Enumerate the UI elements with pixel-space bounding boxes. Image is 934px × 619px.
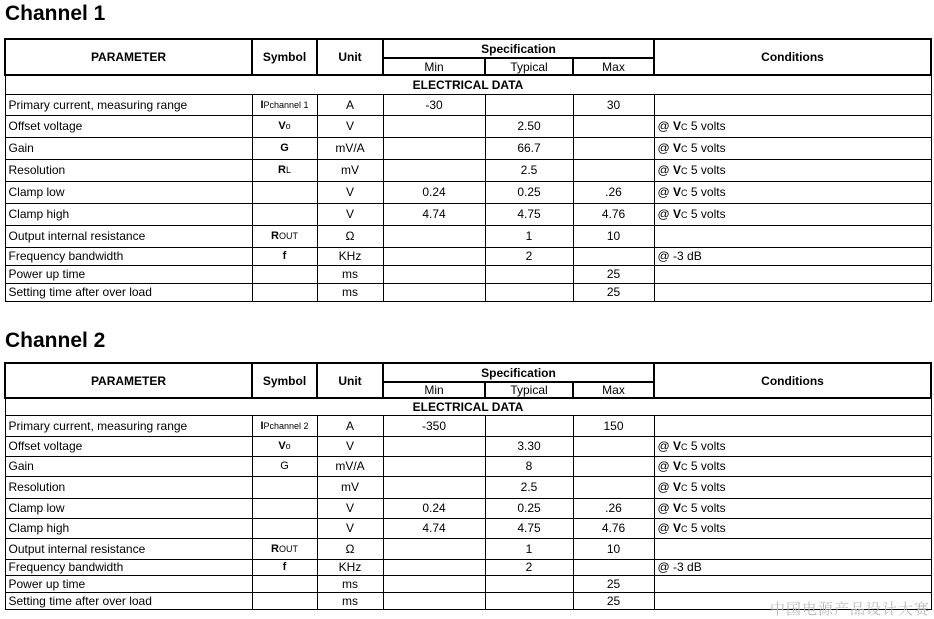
unit-cell: KHz [317,559,383,575]
min-header: Min [383,382,485,398]
conditions-cell: @ -3 dB [654,559,931,575]
symbol-cell [252,181,317,203]
channel-1-title: Channel 1 [5,2,106,25]
min-cell: 0.24 [383,181,485,203]
symbol-cell: G [252,137,317,159]
max-cell: 25 [573,575,654,592]
symbol-cell: ROUT [252,538,317,559]
conditions-cell [654,265,931,283]
specification-header: Specification [383,39,654,58]
symbol-header: Symbol [252,363,317,398]
table-row [5,203,931,225]
unit-cell: V [317,518,383,538]
param-cell: Gain [5,456,252,476]
conditions-header: Conditions [654,39,931,75]
min-cell: -350 [383,415,485,436]
typ-cell [485,283,573,301]
unit-cell: V [317,436,383,456]
min-cell: 4.74 [383,518,485,538]
max-cell [573,247,654,265]
table-row [5,137,931,159]
min-cell [383,476,485,498]
min-cell [383,159,485,181]
electrical-data-band: ELECTRICAL DATA [5,75,931,94]
param-cell: Resolution [5,159,252,181]
conditions-cell [654,225,931,247]
min-cell [383,247,485,265]
max-header: Max [573,58,654,75]
min-cell [383,575,485,592]
unit-cell: ms [317,592,383,609]
param-cell: Primary current, measuring range [5,415,252,436]
conditions-cell: @ VC 5 volts [654,115,931,137]
symbol-header: Symbol [252,39,317,75]
symbol-cell [252,592,317,609]
channel-2-title: Channel 2 [5,329,106,352]
max-cell [573,159,654,181]
conditions-cell [654,538,931,559]
max-cell [573,456,654,476]
typ-cell: 2 [485,559,573,575]
min-cell: 0.24 [383,498,485,518]
typ-cell: 0.25 [485,181,573,203]
channel-2-spec-table [4,362,932,610]
unit-cell: ms [317,265,383,283]
min-cell [383,115,485,137]
typ-cell: 8 [485,456,573,476]
unit-cell: ms [317,575,383,592]
unit-cell: Ω [317,225,383,247]
unit-header: Unit [317,363,383,398]
conditions-cell [654,283,931,301]
unit-cell: mV [317,159,383,181]
unit-cell: Ω [317,538,383,559]
unit-cell: KHz [317,247,383,265]
max-cell: 4.76 [573,203,654,225]
table-row [5,283,931,301]
conditions-cell: @ -3 dB [654,247,931,265]
channel-1-spec-table [4,38,932,302]
max-cell: .26 [573,181,654,203]
table-row [5,159,931,181]
param-cell: Resolution [5,476,252,498]
conditions-cell: @ VC 5 volts [654,137,931,159]
unit-cell: V [317,203,383,225]
typ-cell: 0.25 [485,498,573,518]
max-cell: 25 [573,592,654,609]
specification-header: Specification [383,363,654,382]
min-header: Min [383,58,485,75]
typ-cell [485,575,573,592]
param-cell: Power up time [5,265,252,283]
symbol-cell [252,203,317,225]
table-row [5,476,931,498]
conditions-cell [654,415,931,436]
min-cell [383,538,485,559]
typ-cell: 3.30 [485,436,573,456]
table-row [5,456,931,476]
table-row [5,575,931,592]
max-cell: 10 [573,538,654,559]
table-row [5,247,931,265]
unit-cell: ms [317,283,383,301]
table-row [5,559,931,575]
typ-cell: 1 [485,225,573,247]
typ-cell [485,592,573,609]
symbol-cell: RL [252,159,317,181]
conditions-cell: @ VC 5 volts [654,498,931,518]
conditions-cell: @ VC 5 volts [654,436,931,456]
conditions-cell: @ VC 5 volts [654,181,931,203]
min-cell [383,225,485,247]
conditions-cell: @ VC 5 volts [654,476,931,498]
conditions-cell [654,575,931,592]
symbol-cell [252,575,317,592]
symbol-cell: IPchannel 2 [252,415,317,436]
table-row [5,498,931,518]
typ-cell: 4.75 [485,518,573,538]
max-header: Max [573,382,654,398]
max-cell: 25 [573,283,654,301]
param-cell: Offset voltage [5,436,252,456]
typ-cell: 2.50 [485,115,573,137]
typ-cell: 2.5 [485,159,573,181]
conditions-cell: @ VC 5 volts [654,203,931,225]
unit-cell: mV [317,476,383,498]
table-row [5,436,931,456]
typ-cell: 2.5 [485,476,573,498]
table-row [5,538,931,559]
unit-cell: V [317,181,383,203]
symbol-cell: Vo [252,436,317,456]
max-cell: 10 [573,225,654,247]
typical-header: Typical [485,382,573,398]
parameter-header: PARAMETER [5,363,252,398]
param-cell: Setting time after over load [5,283,252,301]
min-cell [383,283,485,301]
max-cell [573,559,654,575]
param-cell: Output internal resistance [5,538,252,559]
table-row [5,265,931,283]
unit-header: Unit [317,39,383,75]
table-row [5,415,931,436]
param-cell: Power up time [5,575,252,592]
max-cell [573,476,654,498]
min-cell: -30 [383,94,485,115]
typ-cell: 4.75 [485,203,573,225]
typ-cell: 1 [485,538,573,559]
electrical-data-band: ELECTRICAL DATA [5,398,931,415]
symbol-cell: Vo [252,115,317,137]
symbol-cell [252,283,317,301]
min-cell [383,265,485,283]
param-cell: Frequency bandwidth [5,559,252,575]
symbol-cell [252,265,317,283]
typ-cell [485,94,573,115]
max-cell [573,137,654,159]
param-cell: Clamp low [5,181,252,203]
typ-cell: 2 [485,247,573,265]
param-cell: Setting time after over load [5,592,252,609]
conditions-cell: @ VC 5 volts [654,159,931,181]
param-cell: Gain [5,137,252,159]
min-cell [383,137,485,159]
min-cell [383,456,485,476]
param-cell: Offset voltage [5,115,252,137]
symbol-cell [252,518,317,538]
symbol-cell: f [252,559,317,575]
max-cell: 30 [573,94,654,115]
symbol-cell: IPchannel 1 [252,94,317,115]
typ-cell: 66.7 [485,137,573,159]
min-cell [383,592,485,609]
unit-cell: V [317,115,383,137]
unit-cell: V [317,498,383,518]
min-cell [383,436,485,456]
table-row [5,225,931,247]
table-row [5,518,931,538]
param-cell: Frequency bandwidth [5,247,252,265]
parameter-header: PARAMETER [5,39,252,75]
typical-header: Typical [485,58,573,75]
table-row [5,94,931,115]
typ-cell [485,415,573,436]
min-cell [383,559,485,575]
param-cell: Clamp high [5,203,252,225]
max-cell [573,436,654,456]
max-cell: 4.76 [573,518,654,538]
max-cell: 150 [573,415,654,436]
param-cell: Clamp high [5,518,252,538]
max-cell: .26 [573,498,654,518]
typ-cell [485,265,573,283]
conditions-cell: @ VC 5 volts [654,518,931,538]
param-cell: Output internal resistance [5,225,252,247]
table-row [5,115,931,137]
watermark: 中国电源产品设计大赛 [769,600,930,618]
symbol-cell: f [252,247,317,265]
conditions-header: Conditions [654,363,931,398]
unit-cell: mV/A [317,456,383,476]
unit-cell: mV/A [317,137,383,159]
unit-cell: A [317,94,383,115]
min-cell: 4.74 [383,203,485,225]
conditions-cell [654,94,931,115]
table-row [5,181,931,203]
max-cell: 25 [573,265,654,283]
symbol-cell: ROUT [252,225,317,247]
symbol-cell [252,498,317,518]
param-cell: Clamp low [5,498,252,518]
param-cell: Primary current, measuring range [5,94,252,115]
conditions-cell: @ VC 5 volts [654,456,931,476]
symbol-cell [252,476,317,498]
symbol-cell: G [252,456,317,476]
max-cell [573,115,654,137]
unit-cell: A [317,415,383,436]
